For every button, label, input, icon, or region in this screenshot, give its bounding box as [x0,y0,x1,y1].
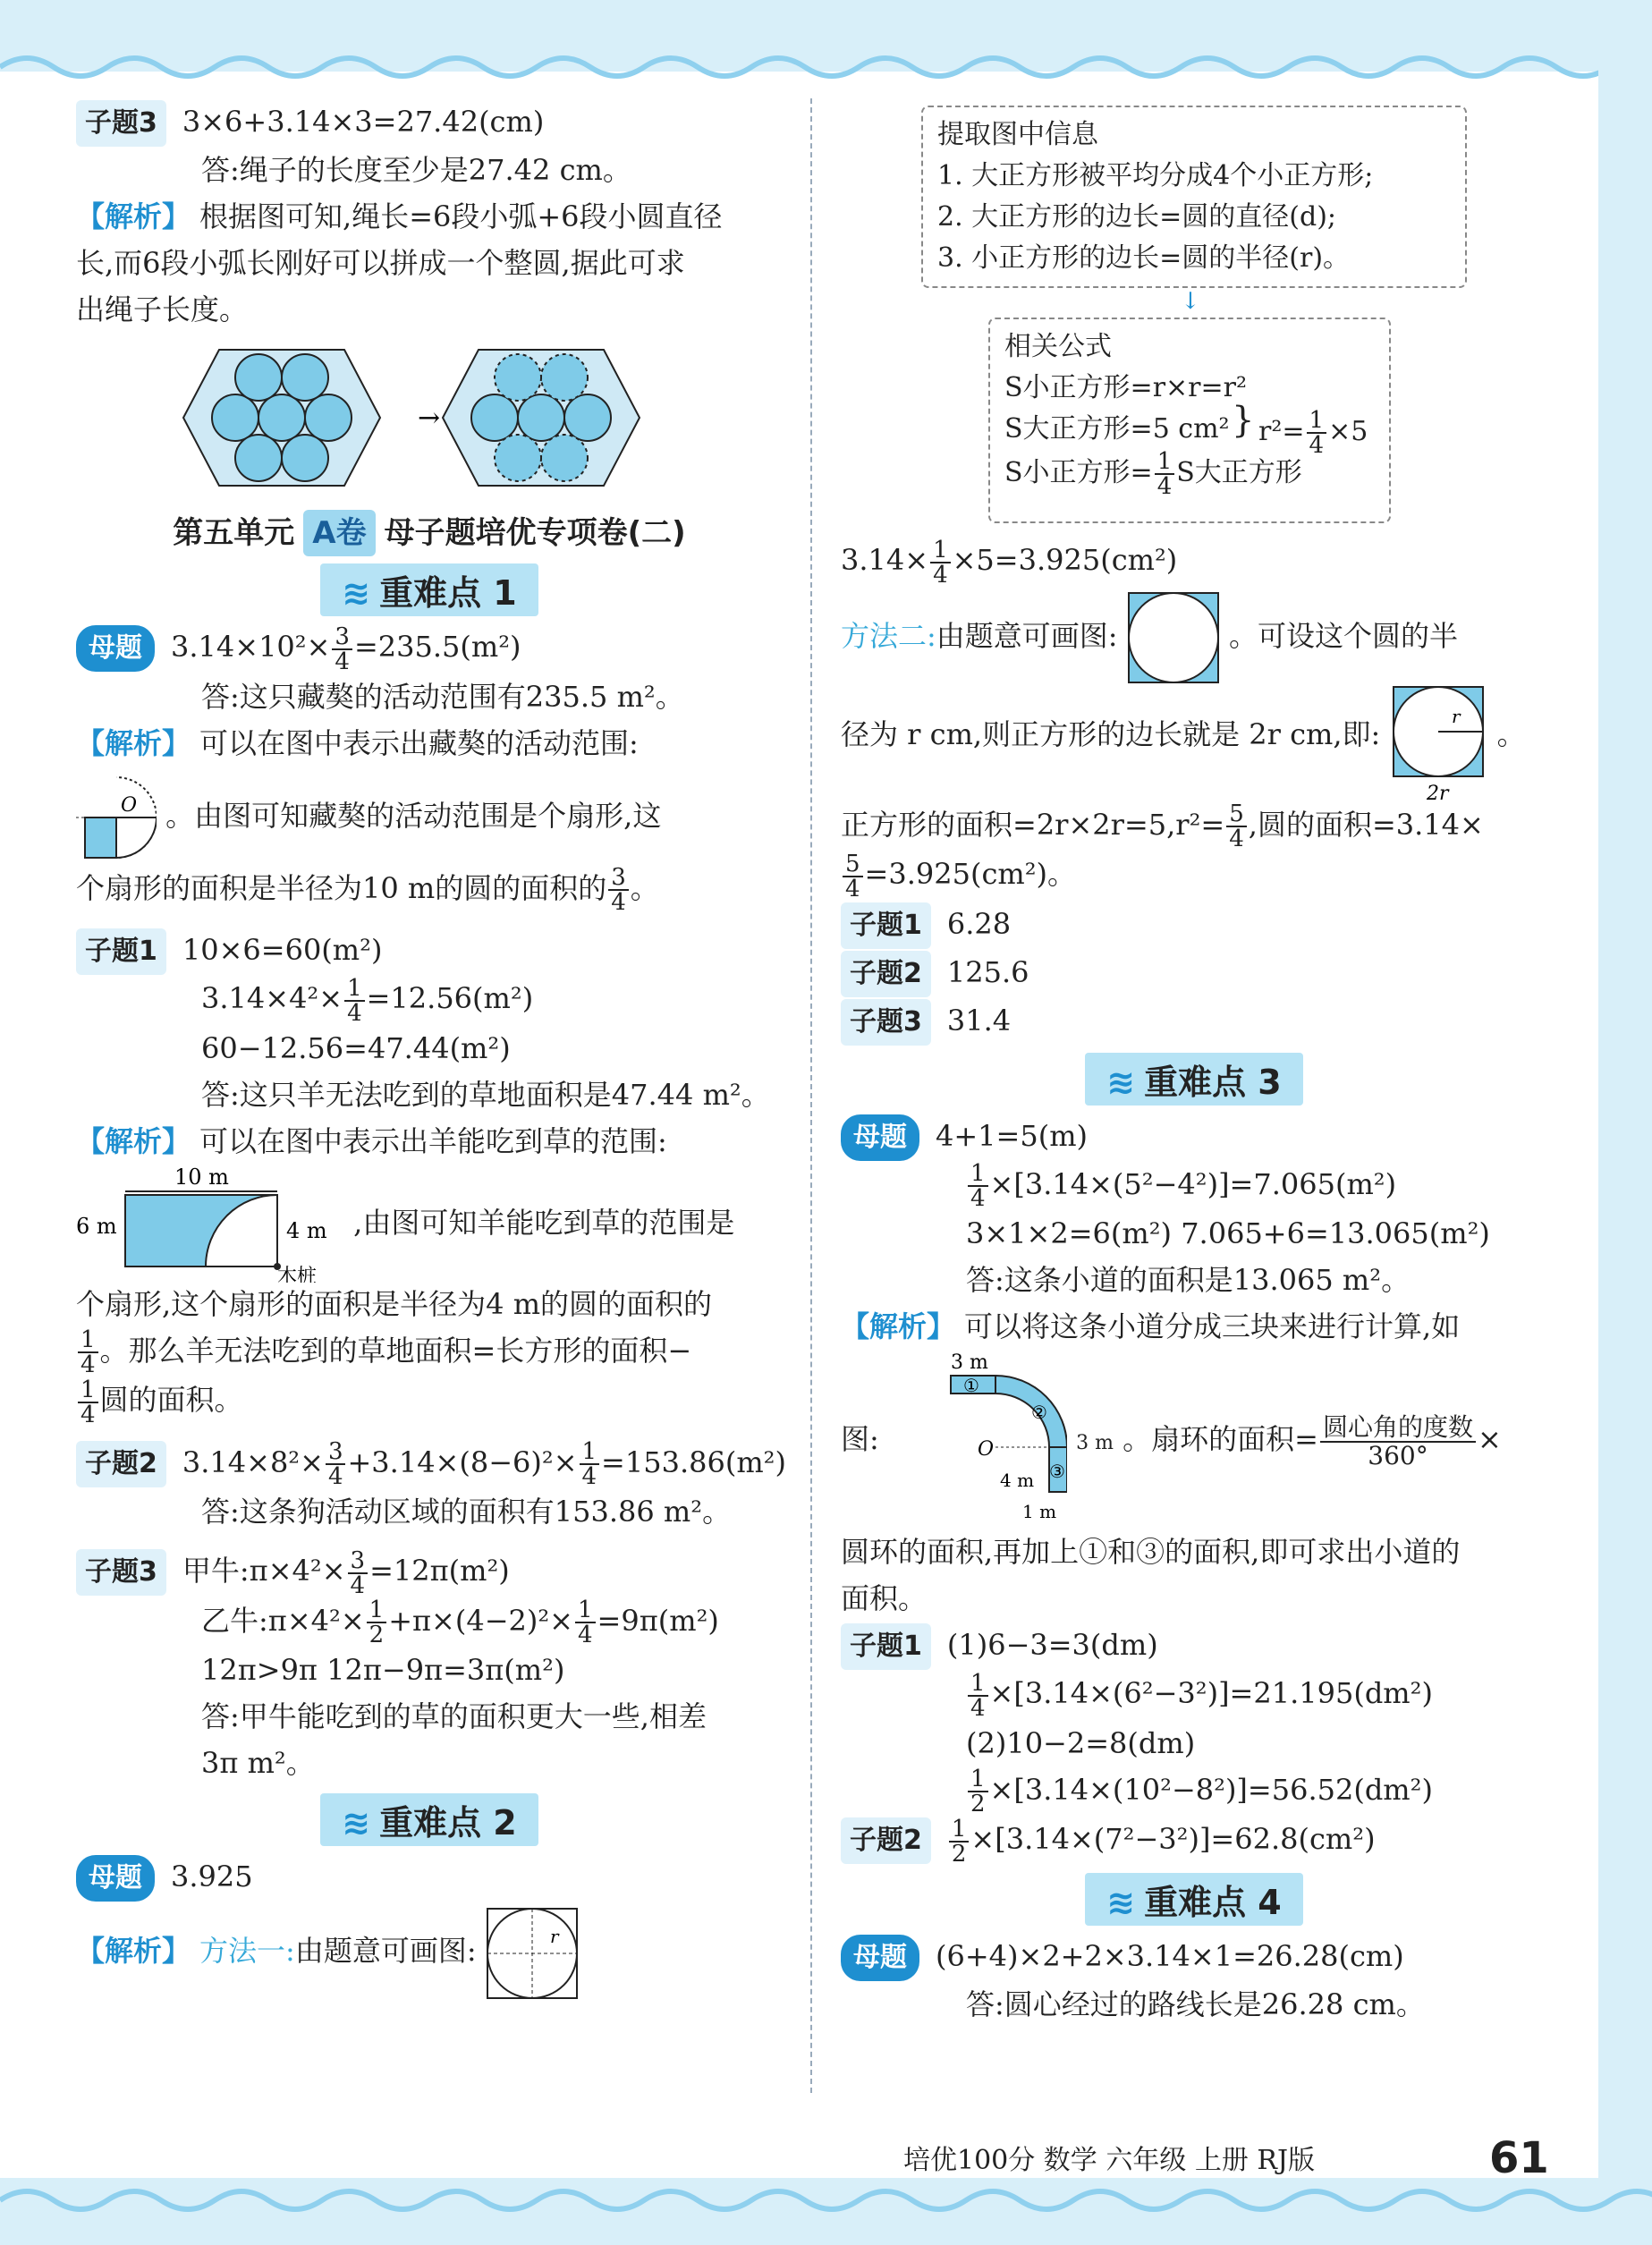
num: 1 [968,1767,988,1792]
jx5-e: 圆环的面积,再加上①和③的面积,即可求出小道的 [841,1535,1461,1569]
bottom-wave-line [0,2182,1652,2218]
rs32 [841,1816,1547,1866]
frac [1320,1411,1476,1470]
circle-square-figure-2 [1127,591,1220,684]
left-line-1 [76,98,783,147]
formula-a: S小正方形= [1004,457,1153,488]
origin-label: O [121,794,138,817]
sub-tag: 子题1 [76,928,166,975]
frac [575,1598,596,1647]
wave-icon: ≋ [1106,1882,1136,1922]
frac [326,1440,346,1488]
jx-text: 可以在图中表示出藏獒的活动范围: [199,725,639,760]
jx-text: 可以将这条小道分成三块来进行计算,如 [964,1309,1461,1343]
eq: =235.5(m²) [353,630,521,664]
den: 4 [581,1463,597,1490]
den: 2 [369,1622,385,1648]
frac [332,625,352,674]
circle-square-radius-figure [1389,685,1487,801]
frac [930,538,951,587]
eq: 31.4 [946,1003,1012,1038]
m2-method2 [841,587,1547,685]
mother-tag: 母题 [841,1935,919,1981]
frac [367,1598,387,1647]
m2-t3: 径为 r cm,则正方形的边长就是 2r cm,即: r 2r 。 [841,685,1547,801]
text: =3.925(cm²)。 [864,857,1077,891]
m2-t5 [841,851,1547,901]
m1-answer: 答:这只藏獒的活动范围有235.5 m²。 [201,679,684,714]
brace-icon: } [1232,400,1255,441]
box-item: 1. 大正方形被平均分成4个小正方形; [937,160,1374,191]
s3-answer-1: 答:甲牛能吃到的草的面积更大一些,相差 [201,1699,707,1733]
frac [968,1767,988,1816]
region-3: ③ [1048,1460,1065,1482]
frac [78,1328,98,1377]
jx-tag: 【解析】 [76,1123,191,1158]
frac [968,1669,988,1722]
jx-text: 。由图可知藏獒的活动范围是个扇形,这 [165,798,662,833]
jx-tag: 【解析】 [76,725,191,760]
m2-line [76,1853,783,1902]
eq: 3.925 [171,1860,253,1893]
num: 3 [326,1440,346,1465]
right-wave-band [1598,0,1652,2245]
den: 4 [80,1401,96,1428]
sub-tag: 子题2 [76,1441,166,1487]
eq: 4+1=5(m) [936,1118,1089,1153]
s2-line [76,1438,786,1490]
region-2: ② [1030,1401,1047,1423]
right-flow [841,537,1547,2028]
den: 4 [335,648,350,675]
box-title: 提取图中信息 [937,119,1098,150]
jx-text: 可以在图中表示出羊能吃到草的范围: [199,1123,667,1158]
eq: 10×6=60(m²) [182,933,383,967]
formula-box [988,318,1391,523]
dim-3m: 3 m [1076,1432,1114,1454]
frac [348,1546,369,1599]
den: 4 [845,875,860,902]
num: 1 [344,977,365,1002]
dim-1m: 1 m [1021,1500,1057,1522]
mother-tag: 母题 [76,625,155,672]
num: 1 [367,1598,387,1623]
formula: S大正方形=5 cm² [1004,413,1230,445]
den: 360° [1368,1440,1428,1470]
box-item: 3. 小正方形的边长=圆的半径(r)。 [937,242,1351,274]
m2-t4 [841,801,1547,851]
sub-tag: 子题2 [841,1817,931,1864]
eq: +π×(4−2)²× [388,1603,573,1638]
side-label: 2r [1427,782,1449,801]
jx-text: ,由图可知羊能吃到草的范围是 [353,1205,735,1240]
text: 径为 r cm,则正方形的边长就是 2r cm,即: [841,716,1381,751]
jx2-line [76,720,783,767]
wave-icon: ≋ [342,573,371,613]
jx3-line [76,1118,783,1165]
key-point-2 [320,1793,538,1846]
wave-icon: ≋ [1106,1062,1136,1102]
radius-label: r [549,1925,559,1947]
wave-icon: ≋ [342,1803,371,1843]
jx-text: 圆的面积。 [99,1383,243,1417]
info-box [921,106,1467,288]
jx3-d [76,1327,783,1377]
dim-top: 3 m [950,1351,988,1374]
key-point-3 [1085,1053,1303,1106]
left-jx-1c: 出绳子长度。 [76,292,249,326]
jx-text: 图: [841,1422,879,1456]
box-item: 2. 大正方形的边长=圆的直径(d); [937,201,1337,233]
rectangle-stake-figure [76,1166,344,1283]
unit-subtitle: 母子题培优专项卷(二) [384,515,686,551]
rs3 [841,997,1547,1046]
s3-line [76,1547,783,1597]
m4-line [841,1933,1547,1981]
key-point-1 [320,563,538,616]
page-number: 61 [1489,2133,1549,2183]
frac [608,866,629,914]
s1-l3: 60−12.56=47.44(m²) [201,1030,511,1065]
hexagon-circles-figure [76,342,783,494]
den: 4 [1156,473,1173,500]
dim-right: 4 m [286,1218,327,1243]
eq: 3.14×4²× [201,981,343,1015]
formula-result [1258,409,1368,457]
num: 3 [608,866,629,891]
text: 正方形的面积=2r×2r=5,r²= [841,807,1225,842]
m4-answer: 答:圆心经过的路线长是26.28 cm。 [966,1987,1425,2021]
s1-line [76,927,783,975]
kp-label: 重难点 1 [379,573,517,613]
mother-tag: 母题 [76,1855,155,1902]
eq: ×[3.14×(10²−8²)]=56.52(dm²) [989,1772,1433,1807]
res-b: ×5 [1328,416,1368,447]
rs31-2 [841,1670,1547,1720]
eq: 125.6 [946,954,1029,989]
formula-b: S大正方形 [1176,457,1302,488]
num: 1 [575,1598,596,1623]
fig2-line [76,1165,783,1281]
key-point-4 [1085,1873,1303,1926]
den: 4 [350,1572,366,1599]
dim-top: 10 m [174,1166,229,1190]
fig3-line [841,1350,1547,1529]
eq: 6.28 [946,906,1012,941]
rs31 [841,1622,1547,1670]
jx-text: 个扇形的面积是半径为10 m的圆的面积的 [76,870,607,905]
eq: ×5=3.925(cm²) [952,543,1178,577]
num: 1 [78,1378,98,1403]
jx-tag: 【解析】 [76,1934,191,1968]
num: 5 [843,852,863,877]
frac [344,974,365,1027]
s2-answer: 答:这条狗活动区域的面积有153.86 m²。 [201,1495,732,1529]
text: 由题意可画图: [936,618,1118,653]
text: 。可设这个圆的半 [1228,618,1458,653]
region-1: ① [962,1374,979,1396]
den: 4 [970,1694,986,1722]
sub-tag: 子题2 [841,951,931,997]
num: 1 [580,1440,600,1465]
left-jx-1b: 长,而6段小弧长刚好可以拼成一个整圆,据此可求 [76,246,685,280]
circle-in-square-figure [486,1907,579,2000]
m3-l2 [841,1161,1547,1211]
unit-name: 第五单元 [173,515,295,551]
jx-text: 根据图可知,绳长=6段小弧+6段小圆直径 [199,199,723,233]
sub-tag: 子题3 [76,1549,166,1596]
left-column [76,98,786,2000]
frac [949,1817,970,1866]
down-arrow-icon: ↓ [1181,288,1200,315]
jx-text: 由题意可画图: [294,1934,477,1968]
sub-tag: 子题3 [76,100,166,147]
origin-label: O [977,1437,995,1461]
num: 圆心角的度数 [1320,1414,1476,1443]
eq: (1)6−3=3(dm) [946,1628,1158,1662]
box-title: 相关公式 [1004,331,1112,362]
jx3-e [76,1377,783,1427]
eq: =153.86(m²) [601,1444,786,1479]
num: 1 [968,1162,988,1187]
kp-label: 重难点 4 [1144,1882,1282,1922]
frac [1155,450,1175,498]
s3-l3: 12π>9π 12π−9π=3π(m²) [201,1653,565,1687]
frac [1226,802,1247,851]
mother-tag: 母题 [841,1114,919,1161]
den: 4 [327,1463,343,1490]
eq: 3.14×8²× [182,1444,324,1479]
jx3-c: 个扇形,这个扇形的面积是半径为4 m的圆的面积的 [76,1286,713,1321]
jx5-line [841,1303,1547,1350]
eq: 甲牛:π×4²× [182,1554,346,1588]
den: 2 [951,1840,967,1868]
eq: ×[3.14×(5²−4²)]=7.065(m²) [989,1166,1397,1201]
eq: 3.14× [841,543,929,577]
method-label: 方法一: [199,1934,295,1968]
frac [843,852,863,901]
footer-text: 培优100分 数学 六年级 上册 RJ版 [903,2145,1316,2176]
eq: 3×6+3.14×3=27.42(cm) [182,105,545,139]
num: 3 [348,1549,369,1574]
num: 1 [968,1672,988,1697]
eq: ×[3.14×(6²−3²)]=21.195(dm²) [989,1676,1433,1710]
unit-title [76,510,783,556]
rs31-3: (2)10−2=8(dm) [966,1725,1196,1760]
res-a: r²= [1258,416,1305,447]
frac [580,1440,600,1488]
num: 1 [78,1328,98,1353]
text: ,圆的面积=3.14× [1248,807,1484,842]
s3-l2 [76,1597,783,1648]
eq: 乙牛:π×4²× [201,1603,365,1638]
jx-tag: 【解析】 [841,1309,956,1343]
eq: =9π(m²) [597,1603,719,1638]
eq: +3.14×(8−6)²× [347,1444,578,1479]
r1-line [841,537,1547,587]
eq: =12.56(m²) [366,981,534,1015]
path-figure [888,1352,1067,1531]
den: 4 [577,1622,593,1648]
arrow-icon: → [418,402,441,434]
volume-badge: A卷 [303,510,375,556]
sub-tag: 子题1 [841,1623,931,1670]
frac [78,1378,98,1427]
num: 1 [1155,450,1175,475]
eq: =12π(m²) [369,1554,510,1588]
rs1 [841,901,1547,949]
s1-answer: 答:这只羊无法吃到的草地面积是47.44 m²。 [201,1077,770,1112]
left-answer-1: 答:绳子的长度至少是27.42 cm。 [201,153,631,187]
jx5-f: 面积。 [841,1581,928,1615]
den: 4 [1229,826,1244,852]
column-divider [810,98,812,2093]
jx4-line [76,1902,783,2000]
m3-line [841,1113,1547,1161]
formula: S小正方形=r×r=r² [1004,372,1248,403]
jx2-c: 个扇形的面积是半径为10 m的圆的面积的 $\frac{3}{4}$ 。 [76,864,659,916]
frac [968,1162,988,1210]
den: 4 [80,1351,96,1378]
jx-tag: 【解析】 [76,199,191,233]
den: 4 [611,889,626,916]
m3-answer: 答:这条小道的面积是13.065 m²。 [966,1263,1411,1297]
den: 4 [1309,432,1325,459]
stake-label: 木桩 [277,1266,318,1283]
dim-left: 6 m [76,1214,117,1239]
rs31-4 [841,1766,1547,1817]
sub-tag: 子题3 [841,999,931,1046]
den: 2 [970,1791,986,1817]
den: 4 [347,999,362,1027]
eq: (6+4)×2+2×3.14×1=26.28(cm) [936,1938,1404,1973]
fig1-line [76,767,783,865]
dim-4m: 4 m [999,1469,1035,1491]
den: 4 [970,1185,986,1212]
radius-label: r [1452,705,1461,727]
frac [1307,409,1327,457]
sub-tag: 子题1 [841,902,931,949]
num: 1 [949,1817,970,1843]
num: 3 [332,625,352,650]
method-label: 方法二: [841,618,936,653]
eq: ×[3.14×(7²−3²)]=62.8(cm²) [970,1822,1376,1856]
sector-figure [76,768,157,867]
left-jx-1 [76,193,783,240]
kp-label: 重难点 2 [379,1803,517,1843]
eq: 3.14×10²× [171,630,331,664]
jx-text: 。那么羊无法吃到的草地面积=长方形的面积− [99,1333,692,1368]
top-wave-line [0,49,1652,85]
den: 4 [933,561,948,589]
jx-text: × [1478,1422,1502,1456]
m1-line [76,623,783,674]
num: 5 [1226,802,1247,827]
s3-answer-2: 3π m²。 [201,1746,315,1780]
s1-l2 [76,975,783,1025]
num: 1 [1307,409,1327,434]
m3-l3: 3×1×2=6(m²) 7.065+6=13.065(m²) [966,1216,1490,1250]
rs2 [841,949,1547,997]
jx-text: 。扇环的面积= [1123,1422,1318,1456]
kp-label: 重难点 3 [1144,1062,1282,1102]
num: 1 [930,538,951,563]
